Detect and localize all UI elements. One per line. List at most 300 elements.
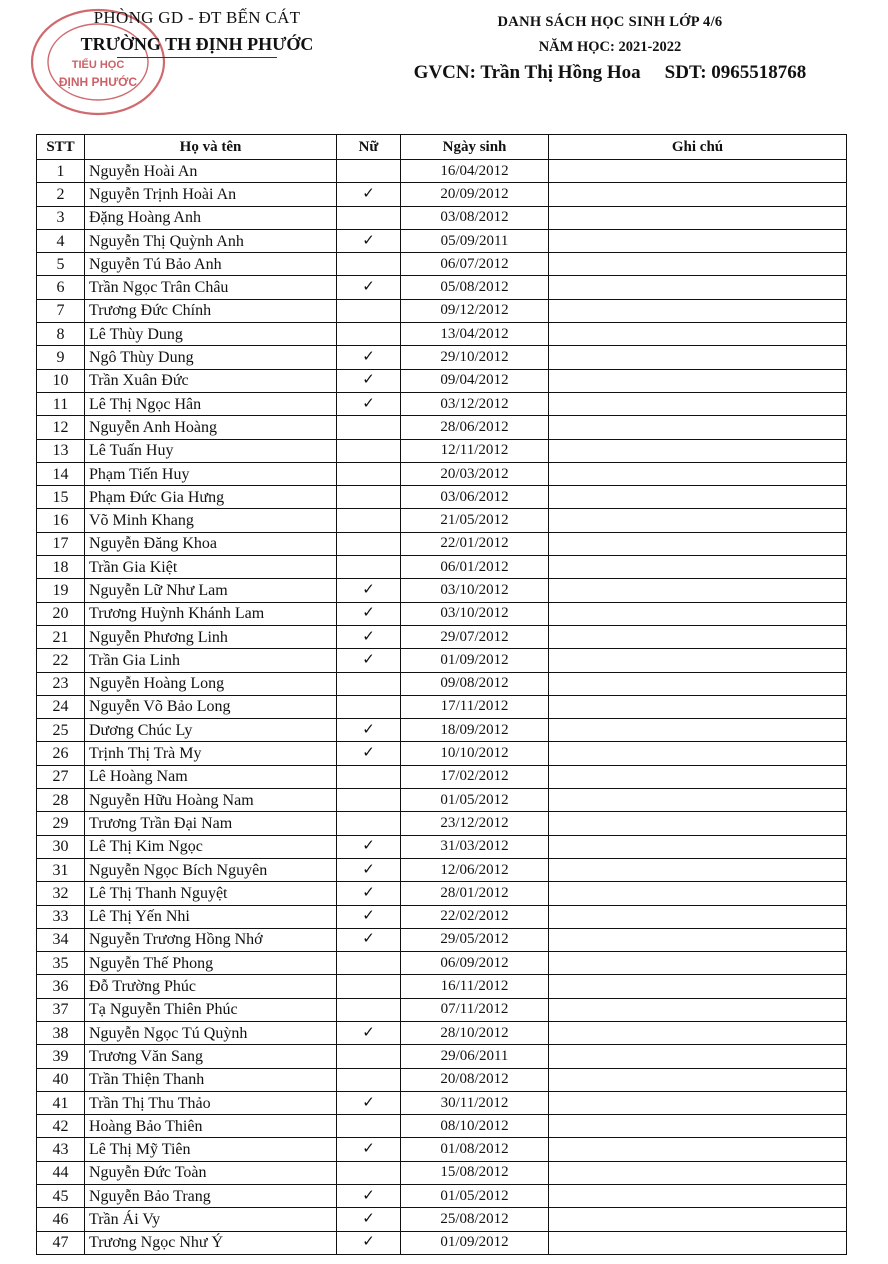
- row-note: [549, 1185, 847, 1208]
- row-name: Nguyễn Trương Hồng Nhớ: [85, 928, 337, 951]
- table-row: [37, 672, 847, 695]
- row-name: Dương Chúc Ly: [85, 719, 337, 742]
- row-dob: 29/10/2012: [401, 346, 549, 369]
- row-female-mark: [337, 765, 401, 788]
- row-dob: 25/08/2012: [401, 1208, 549, 1231]
- row-stt: 1: [37, 160, 85, 183]
- row-dob: 17/11/2012: [401, 695, 549, 718]
- row-stt: 40: [37, 1068, 85, 1091]
- row-name: Lê Thùy Dung: [85, 323, 337, 346]
- table-row: [37, 462, 847, 485]
- row-note: [549, 462, 847, 485]
- table-row: [37, 439, 847, 462]
- row-female-mark: ✓: [337, 742, 401, 765]
- row-note: [549, 1068, 847, 1091]
- row-note: [549, 183, 847, 206]
- row-name: Nguyễn Hữu Hoàng Nam: [85, 789, 337, 812]
- table-row: [37, 998, 847, 1021]
- row-female-mark: ✓: [337, 229, 401, 252]
- row-note: [549, 975, 847, 998]
- table-row: [37, 765, 847, 788]
- row-note: [549, 905, 847, 928]
- row-name: Tạ Nguyễn Thiên Phúc: [85, 998, 337, 1021]
- row-note: [549, 369, 847, 392]
- row-female-mark: [337, 556, 401, 579]
- row-female-mark: ✓: [337, 1185, 401, 1208]
- row-dob: 20/09/2012: [401, 183, 549, 206]
- row-female-mark: ✓: [337, 183, 401, 206]
- row-dob: 03/10/2012: [401, 579, 549, 602]
- row-female-mark: ✓: [337, 858, 401, 881]
- row-name: Trần Ngọc Trân Châu: [85, 276, 337, 299]
- row-female-mark: ✓: [337, 719, 401, 742]
- row-note: [549, 253, 847, 276]
- row-female-mark: ✓: [337, 882, 401, 905]
- table-row: [37, 858, 847, 881]
- row-female-mark: [337, 695, 401, 718]
- row-female-mark: [337, 789, 401, 812]
- row-name: Lê Thị Kim Ngọc: [85, 835, 337, 858]
- row-name: Nguyễn Ngọc Tú Quỳnh: [85, 1021, 337, 1044]
- row-name: Nguyễn Đăng Khoa: [85, 532, 337, 555]
- left-header: [72, 8, 322, 58]
- row-dob: 03/08/2012: [401, 206, 549, 229]
- table-row: [37, 1208, 847, 1231]
- row-female-mark: [337, 486, 401, 509]
- row-dob: 06/07/2012: [401, 253, 549, 276]
- row-female-mark: [337, 253, 401, 276]
- row-name: Trần Gia Kiệt: [85, 556, 337, 579]
- row-stt: 31: [37, 858, 85, 881]
- row-stt: 35: [37, 952, 85, 975]
- row-dob: 29/07/2012: [401, 625, 549, 648]
- table-row: [37, 1068, 847, 1091]
- row-name: Nguyễn Anh Hoàng: [85, 416, 337, 439]
- stamp-text: TIỂU HỌC: [71, 59, 125, 71]
- row-dob: 22/01/2012: [401, 532, 549, 555]
- teacher-phone: SDT: 0965518768: [664, 62, 807, 83]
- row-stt: 44: [37, 1161, 85, 1184]
- row-name: Trần Thị Thu Thảo: [85, 1091, 337, 1114]
- row-note: [549, 625, 847, 648]
- row-female-mark: [337, 975, 401, 998]
- row-name: Nguyễn Thị Quỳnh Anh: [85, 229, 337, 252]
- row-name: Nguyễn Đức Toàn: [85, 1161, 337, 1184]
- row-female-mark: [337, 1161, 401, 1184]
- row-dob: 08/10/2012: [401, 1115, 549, 1138]
- table-row: [37, 905, 847, 928]
- row-note: [549, 1045, 847, 1068]
- row-stt: 33: [37, 905, 85, 928]
- row-female-mark: [337, 299, 401, 322]
- row-dob: 01/05/2012: [401, 789, 549, 812]
- row-female-mark: ✓: [337, 835, 401, 858]
- row-name: Lê Thị Mỹ Tiên: [85, 1138, 337, 1161]
- row-female-mark: ✓: [337, 1021, 401, 1044]
- row-female-mark: ✓: [337, 905, 401, 928]
- row-dob: 10/10/2012: [401, 742, 549, 765]
- table-row: [37, 928, 847, 951]
- row-stt: 11: [37, 392, 85, 415]
- row-name: Nguyễn Lữ Như Lam: [85, 579, 337, 602]
- row-stt: 7: [37, 299, 85, 322]
- row-female-mark: [337, 1115, 401, 1138]
- row-stt: 27: [37, 765, 85, 788]
- row-female-mark: ✓: [337, 602, 401, 625]
- row-stt: 42: [37, 1115, 85, 1138]
- row-stt: 23: [37, 672, 85, 695]
- table-row: [37, 253, 847, 276]
- row-name: Nguyễn Trịnh Hoài An: [85, 183, 337, 206]
- row-name: Trương Văn Sang: [85, 1045, 337, 1068]
- row-female-mark: [337, 532, 401, 555]
- row-name: Đỗ Trường Phúc: [85, 975, 337, 998]
- row-note: [549, 602, 847, 625]
- row-stt: 29: [37, 812, 85, 835]
- row-note: [549, 160, 847, 183]
- table-row: [37, 975, 847, 998]
- row-note: [549, 928, 847, 951]
- row-note: [549, 229, 847, 252]
- row-dob: 05/08/2012: [401, 276, 549, 299]
- table-row: [37, 835, 847, 858]
- row-female-mark: [337, 160, 401, 183]
- table-row: [37, 276, 847, 299]
- row-note: [549, 532, 847, 555]
- row-dob: 09/04/2012: [401, 369, 549, 392]
- table-row: [37, 602, 847, 625]
- row-note: [549, 695, 847, 718]
- row-note: [549, 206, 847, 229]
- row-note: [549, 276, 847, 299]
- row-stt: 9: [37, 346, 85, 369]
- table-row: [37, 625, 847, 648]
- table-row: [37, 509, 847, 532]
- row-female-mark: [337, 462, 401, 485]
- row-stt: 34: [37, 928, 85, 951]
- row-dob: 29/05/2012: [401, 928, 549, 951]
- row-stt: 32: [37, 882, 85, 905]
- row-name: Võ Minh Khang: [85, 509, 337, 532]
- row-name: Trần Thiện Thanh: [85, 1068, 337, 1091]
- row-name: Nguyễn Phương Linh: [85, 625, 337, 648]
- row-name: Trịnh Thị Trà My: [85, 742, 337, 765]
- row-note: [549, 323, 847, 346]
- table-row: [37, 532, 847, 555]
- student-table: [36, 134, 847, 1255]
- row-stt: 24: [37, 695, 85, 718]
- table-row: [37, 1231, 847, 1254]
- row-name: Trương Đức Chính: [85, 299, 337, 322]
- row-note: [549, 486, 847, 509]
- row-dob: 12/06/2012: [401, 858, 549, 881]
- row-dob: 01/09/2012: [401, 1231, 549, 1254]
- column-header-stt: STT: [37, 135, 85, 160]
- row-dob: 16/11/2012: [401, 975, 549, 998]
- row-name: Trần Xuân Đức: [85, 369, 337, 392]
- row-female-mark: [337, 1068, 401, 1091]
- table-row: [37, 742, 847, 765]
- row-dob: 15/08/2012: [401, 1161, 549, 1184]
- row-female-mark: ✓: [337, 346, 401, 369]
- table-row: [37, 486, 847, 509]
- row-female-mark: [337, 952, 401, 975]
- row-female-mark: ✓: [337, 1208, 401, 1231]
- row-note: [549, 346, 847, 369]
- row-dob: 01/08/2012: [401, 1138, 549, 1161]
- table-row: [37, 1138, 847, 1161]
- row-name: Hoàng Bảo Thiên: [85, 1115, 337, 1138]
- row-dob: 29/06/2011: [401, 1045, 549, 1068]
- row-female-mark: ✓: [337, 1138, 401, 1161]
- row-name: Phạm Tiến Huy: [85, 462, 337, 485]
- column-header-name: Họ và tên: [85, 135, 337, 160]
- row-name: Lê Thị Thanh Nguyệt: [85, 882, 337, 905]
- row-dob: 22/02/2012: [401, 905, 549, 928]
- row-dob: 03/12/2012: [401, 392, 549, 415]
- row-stt: 5: [37, 253, 85, 276]
- row-female-mark: [337, 439, 401, 462]
- teacher-name: GVCN: Trần Thị Hồng Hoa: [413, 62, 641, 83]
- row-name: Ngô Thùy Dung: [85, 346, 337, 369]
- svg-text:ĐỊNH PHƯỚC: ĐỊNH PHƯỚC: [58, 75, 138, 89]
- row-dob: 01/05/2012: [401, 1185, 549, 1208]
- row-note: [549, 509, 847, 532]
- row-note: [549, 579, 847, 602]
- row-note: [549, 1208, 847, 1231]
- row-note: [549, 835, 847, 858]
- row-dob: 28/06/2012: [401, 416, 549, 439]
- row-note: [549, 1091, 847, 1114]
- row-female-mark: ✓: [337, 369, 401, 392]
- table-row: [37, 369, 847, 392]
- row-name: Nguyễn Thế Phong: [85, 952, 337, 975]
- row-stt: 20: [37, 602, 85, 625]
- row-dob: 23/12/2012: [401, 812, 549, 835]
- table-row: [37, 1021, 847, 1044]
- row-note: [549, 998, 847, 1021]
- row-name: Trần Gia Linh: [85, 649, 337, 672]
- row-note: [549, 719, 847, 742]
- row-dob: 09/12/2012: [401, 299, 549, 322]
- row-dob: 20/03/2012: [401, 462, 549, 485]
- row-stt: 28: [37, 789, 85, 812]
- row-note: [549, 1021, 847, 1044]
- row-female-mark: ✓: [337, 276, 401, 299]
- table-row: [37, 416, 847, 439]
- row-female-mark: [337, 998, 401, 1021]
- header-rule: [117, 57, 277, 58]
- row-female-mark: [337, 812, 401, 835]
- row-stt: 10: [37, 369, 85, 392]
- row-dob: 03/06/2012: [401, 486, 549, 509]
- row-note: [549, 1115, 847, 1138]
- school-name: TRƯỜNG TH ĐỊNH PHƯỚC: [80, 34, 314, 54]
- row-dob: 09/08/2012: [401, 672, 549, 695]
- row-dob: 30/11/2012: [401, 1091, 549, 1114]
- row-female-mark: ✓: [337, 1091, 401, 1114]
- row-stt: 46: [37, 1208, 85, 1231]
- row-stt: 45: [37, 1185, 85, 1208]
- row-dob: 17/02/2012: [401, 765, 549, 788]
- row-name: Nguyễn Hoàng Long: [85, 672, 337, 695]
- row-note: [549, 416, 847, 439]
- row-stt: 41: [37, 1091, 85, 1114]
- row-female-mark: [337, 509, 401, 532]
- list-title: DANH SÁCH HỌC SINH LỚP 4/6: [497, 14, 723, 30]
- table-row: [37, 229, 847, 252]
- row-note: [549, 1138, 847, 1161]
- row-note: [549, 556, 847, 579]
- table-row: [37, 1115, 847, 1138]
- row-stt: 39: [37, 1045, 85, 1068]
- row-name: Nguyễn Hoài An: [85, 160, 337, 183]
- row-name: Lê Thị Ngọc Hân: [85, 392, 337, 415]
- row-stt: 8: [37, 323, 85, 346]
- row-dob: 28/10/2012: [401, 1021, 549, 1044]
- table-row: [37, 160, 847, 183]
- row-dob: 07/11/2012: [401, 998, 549, 1021]
- row-name: Nguyễn Võ Bảo Long: [85, 695, 337, 718]
- row-stt: 19: [37, 579, 85, 602]
- row-dob: 28/01/2012: [401, 882, 549, 905]
- table-body: [37, 160, 847, 1255]
- department-label: PHÒNG GD - ĐT BẾN CÁT: [93, 8, 301, 27]
- row-note: [549, 1231, 847, 1254]
- table-row: [37, 323, 847, 346]
- row-dob: 05/09/2011: [401, 229, 549, 252]
- row-stt: 4: [37, 229, 85, 252]
- row-dob: 21/05/2012: [401, 509, 549, 532]
- row-dob: 31/03/2012: [401, 835, 549, 858]
- row-stt: 6: [37, 276, 85, 299]
- row-note: [549, 672, 847, 695]
- right-header: [380, 14, 840, 84]
- row-stt: 14: [37, 462, 85, 485]
- row-name: Lê Hoàng Nam: [85, 765, 337, 788]
- row-note: [549, 882, 847, 905]
- row-dob: 20/08/2012: [401, 1068, 549, 1091]
- table-row: [37, 183, 847, 206]
- row-note: [549, 742, 847, 765]
- row-stt: 13: [37, 439, 85, 462]
- row-stt: 12: [37, 416, 85, 439]
- table-row: [37, 812, 847, 835]
- row-stt: 2: [37, 183, 85, 206]
- table-row: [37, 952, 847, 975]
- row-dob: 16/04/2012: [401, 160, 549, 183]
- row-female-mark: ✓: [337, 1231, 401, 1254]
- row-stt: 30: [37, 835, 85, 858]
- row-name: Nguyễn Tú Bảo Anh: [85, 253, 337, 276]
- table-row: [37, 695, 847, 718]
- row-female-mark: [337, 416, 401, 439]
- table-row: [37, 719, 847, 742]
- row-name: Trương Ngọc Như Ý: [85, 1231, 337, 1254]
- table-header-row: [37, 135, 847, 160]
- row-name: Trần Ái Vy: [85, 1208, 337, 1231]
- row-female-mark: ✓: [337, 928, 401, 951]
- table-row: [37, 392, 847, 415]
- row-female-mark: ✓: [337, 625, 401, 648]
- row-female-mark: [337, 1045, 401, 1068]
- row-stt: 37: [37, 998, 85, 1021]
- row-dob: 03/10/2012: [401, 602, 549, 625]
- row-stt: 16: [37, 509, 85, 532]
- row-dob: 06/09/2012: [401, 952, 549, 975]
- row-name: Lê Thị Yến Nhi: [85, 905, 337, 928]
- row-stt: 22: [37, 649, 85, 672]
- row-dob: 12/11/2012: [401, 439, 549, 462]
- column-header-note: Ghi chú: [549, 135, 847, 160]
- table-row: [37, 556, 847, 579]
- row-stt: 18: [37, 556, 85, 579]
- table-row: [37, 1091, 847, 1114]
- row-female-mark: [337, 323, 401, 346]
- table-row: [37, 206, 847, 229]
- table-row: [37, 1161, 847, 1184]
- table-row: [37, 882, 847, 905]
- row-note: [549, 392, 847, 415]
- row-note: [549, 1161, 847, 1184]
- row-dob: 18/09/2012: [401, 719, 549, 742]
- row-note: [549, 439, 847, 462]
- row-female-mark: [337, 672, 401, 695]
- table-row: [37, 1185, 847, 1208]
- row-name: Nguyễn Ngọc Bích Nguyên: [85, 858, 337, 881]
- row-note: [549, 649, 847, 672]
- row-female-mark: ✓: [337, 579, 401, 602]
- row-note: [549, 299, 847, 322]
- row-stt: 21: [37, 625, 85, 648]
- row-note: [549, 858, 847, 881]
- column-header-female: Nữ: [337, 135, 401, 160]
- column-header-dob: Ngày sinh: [401, 135, 549, 160]
- row-dob: 06/01/2012: [401, 556, 549, 579]
- table-row: [37, 579, 847, 602]
- row-note: [549, 812, 847, 835]
- row-note: [549, 952, 847, 975]
- row-stt: 47: [37, 1231, 85, 1254]
- row-name: Trương Trần Đại Nam: [85, 812, 337, 835]
- table-row: [37, 1045, 847, 1068]
- row-stt: 15: [37, 486, 85, 509]
- row-note: [549, 789, 847, 812]
- row-name: Lê Tuấn Huy: [85, 439, 337, 462]
- row-stt: 25: [37, 719, 85, 742]
- row-stt: 36: [37, 975, 85, 998]
- row-stt: 26: [37, 742, 85, 765]
- row-stt: 3: [37, 206, 85, 229]
- school-year: NĂM HỌC: 2021-2022: [538, 39, 682, 55]
- row-female-mark: ✓: [337, 392, 401, 415]
- table-row: [37, 789, 847, 812]
- row-stt: 17: [37, 532, 85, 555]
- row-female-mark: [337, 206, 401, 229]
- row-female-mark: ✓: [337, 649, 401, 672]
- table-row: [37, 299, 847, 322]
- table-row: [37, 649, 847, 672]
- row-name: Đặng Hoàng Anh: [85, 206, 337, 229]
- row-name: Trương Huỳnh Khánh Lam: [85, 602, 337, 625]
- teacher-line: [380, 62, 840, 84]
- row-name: Nguyễn Bảo Trang: [85, 1185, 337, 1208]
- row-stt: 43: [37, 1138, 85, 1161]
- row-note: [549, 765, 847, 788]
- row-dob: 01/09/2012: [401, 649, 549, 672]
- table-row: [37, 346, 847, 369]
- row-dob: 13/04/2012: [401, 323, 549, 346]
